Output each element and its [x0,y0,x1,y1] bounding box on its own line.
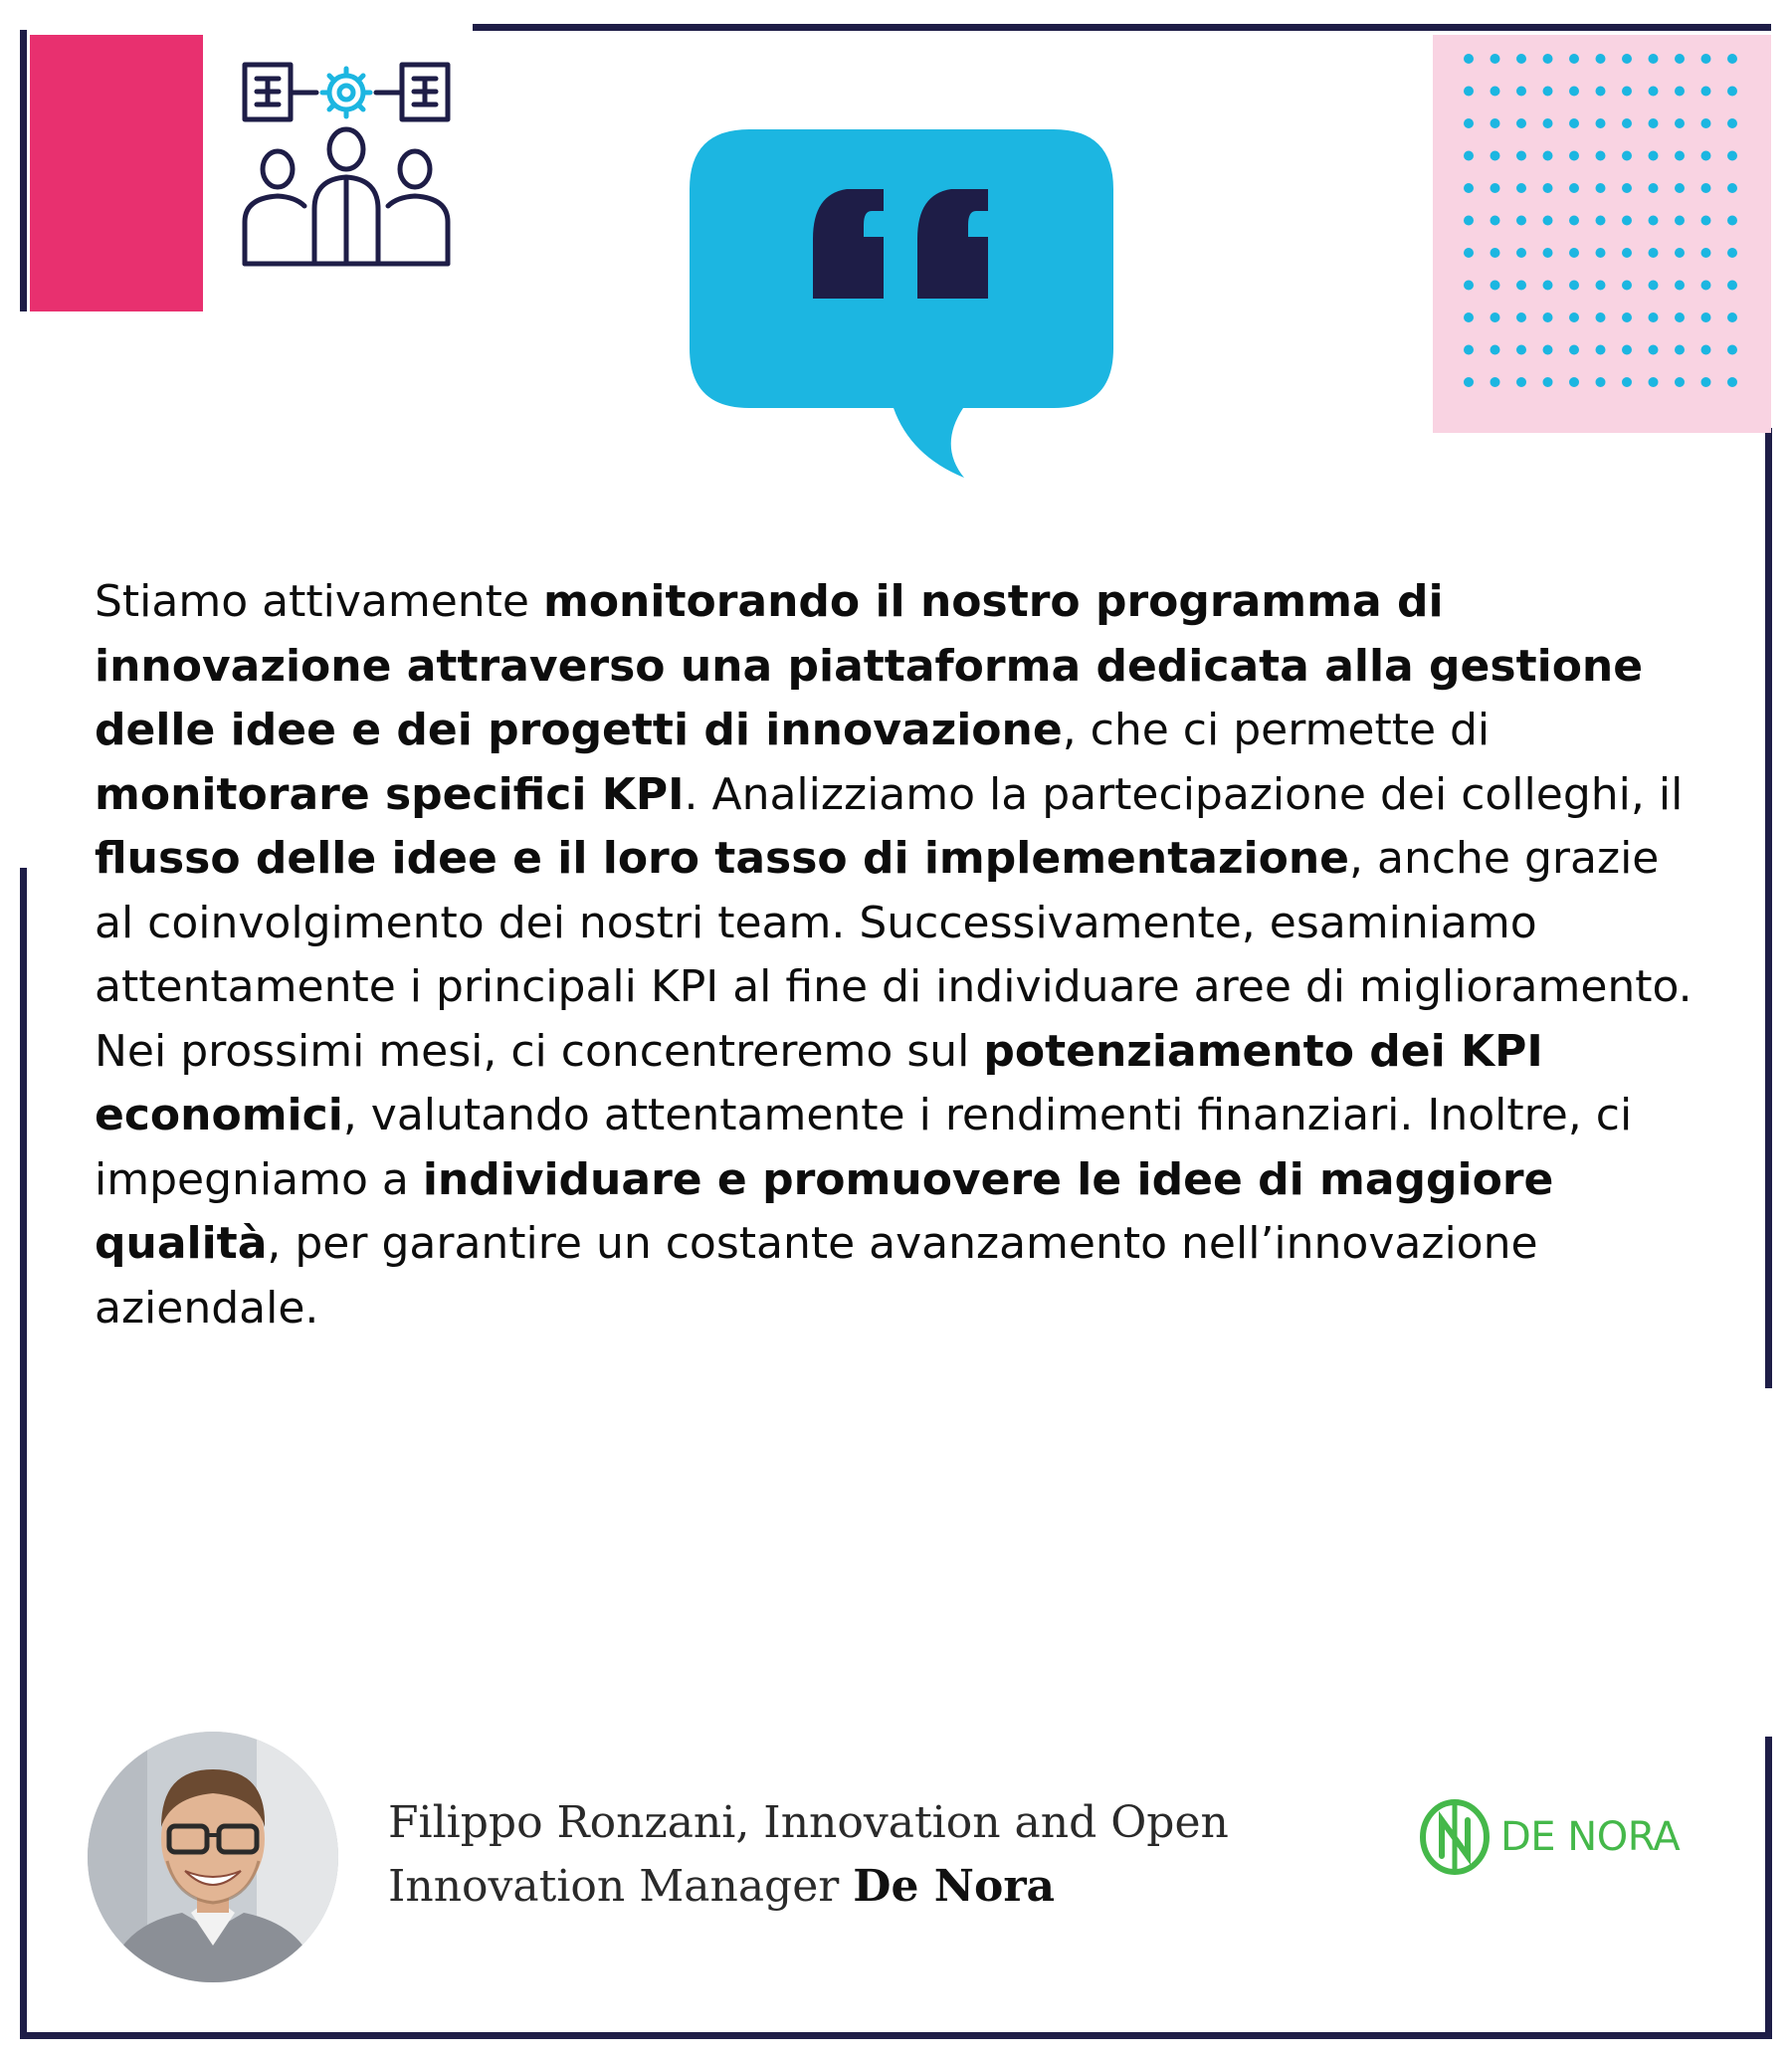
pattern-dot [1491,345,1500,355]
pattern-dot [1464,377,1474,387]
testimonial-quote [95,570,1706,1340]
quote-text-segment: , che ci permette di [1062,705,1491,755]
pattern-dot [1649,54,1659,64]
pattern-dot [1491,54,1500,64]
pattern-dot [1543,312,1553,322]
pattern-dot [1516,151,1526,161]
pattern-dot [1569,151,1579,161]
frame-right-line-lower [1765,1737,1772,2039]
pink-accent-block [30,35,203,311]
frame-right-line-upper [1765,428,1772,1388]
pattern-dot [1543,118,1553,128]
quote-text-segment: , anche grazie al coinvolgimento dei nostri team. Successivamente, esaminiamo attentamente i principali KPI al fine di individuare aree di miglioramento. Nei prossimi mesi, ci concentreremo sul [95,833,1692,1077]
pattern-dot [1596,183,1606,193]
pattern-dot [1543,87,1553,97]
pattern-dot [1596,216,1606,226]
pattern-dot [1701,87,1711,97]
pattern-dot [1491,183,1500,193]
frame-left-line-top [20,30,27,311]
pattern-dot [1491,216,1500,226]
author-company: De Nora [853,1861,1056,1912]
pattern-dot [1491,248,1500,258]
pattern-dot [1727,345,1737,355]
pattern-dot [1701,183,1711,193]
pattern-dot [1675,281,1685,291]
pattern-dot [1464,248,1474,258]
pattern-dot [1569,312,1579,322]
pattern-dot [1649,183,1659,193]
pattern-dot [1596,345,1606,355]
pattern-dot [1675,54,1685,64]
pattern-dot [1543,281,1553,291]
pattern-dot [1649,87,1659,97]
quote-highlight: individuare e promuovere le idee di maggiore qualità [95,1153,1554,1269]
pattern-dot [1516,281,1526,291]
pattern-dot [1622,312,1632,322]
pattern-dot [1622,216,1632,226]
pattern-dot [1491,281,1500,291]
pattern-dot [1727,281,1737,291]
pattern-dot [1569,248,1579,258]
pattern-dot [1491,87,1500,97]
pattern-dot [1464,183,1474,193]
author-avatar [88,1732,338,1982]
pattern-dot [1649,312,1659,322]
pattern-dot [1701,312,1711,322]
pattern-dot [1649,345,1659,355]
pattern-dot [1727,87,1737,97]
pattern-dot [1727,151,1737,161]
pattern-dot [1675,312,1685,322]
pattern-dot [1701,216,1711,226]
pattern-dot [1464,118,1474,128]
pattern-dot [1596,377,1606,387]
pattern-dot [1543,345,1553,355]
pattern-dot [1569,54,1579,64]
quote-highlight: flusso delle idee e il loro tasso di implementazione [95,833,1350,884]
logo-wordmark: DE NORA [1500,1814,1681,1860]
pattern-dot [1569,118,1579,128]
pattern-dot [1675,87,1685,97]
pattern-dot [1649,377,1659,387]
pattern-dot [1596,151,1606,161]
pattern-dot [1569,183,1579,193]
pattern-dot [1675,248,1685,258]
author-attribution [388,1791,1383,1919]
pattern-dot [1622,87,1632,97]
pattern-dot [1649,118,1659,128]
company-logo [1418,1796,1680,1878]
pattern-dot [1516,87,1526,97]
frame-bottom-line [20,2032,1772,2039]
pattern-dot [1491,151,1500,161]
quote-bubble-icon [690,129,1113,478]
pattern-dot [1543,248,1553,258]
pattern-dot [1543,216,1553,226]
de-nora-logo-mark [1418,1796,1493,1878]
quote-text-segment: , valutando attentamente i rendimenti finanziari. Inoltre, ci impegniamo a [95,1090,1633,1205]
pattern-dot [1649,216,1659,226]
pattern-dot [1649,281,1659,291]
pattern-dot [1516,216,1526,226]
pattern-dot [1622,183,1632,193]
pattern-dot [1675,183,1685,193]
pattern-dot [1543,377,1553,387]
pattern-dot [1727,54,1737,64]
pattern-dot [1569,216,1579,226]
pattern-dot [1727,118,1737,128]
pattern-dot [1516,248,1526,258]
pattern-dot [1464,87,1474,97]
pattern-dot [1491,312,1500,322]
pattern-dot [1675,345,1685,355]
pattern-dot [1464,54,1474,64]
pattern-dot [1543,183,1553,193]
pattern-dot [1596,87,1606,97]
dot-grid-graphic [1433,35,1771,433]
pattern-dot [1675,118,1685,128]
quote-highlight: monitorando il nostro programma di innovazione attraverso una piattaforma dedicata alla gestione delle idee e dei progetti di innovazione [95,576,1644,755]
pattern-dot [1516,54,1526,64]
pattern-dot [1569,281,1579,291]
pattern-dot [1569,377,1579,387]
pattern-dot [1516,312,1526,322]
pattern-dot [1701,345,1711,355]
author-portrait [88,1732,338,1982]
pattern-dot [1675,216,1685,226]
quote-highlight: monitorare specifici KPI [95,768,685,820]
quote-text-segment: , per garantire un costante avanzamento nell’innovazione aziendale. [95,1218,1538,1334]
pattern-dot [1622,281,1632,291]
pattern-dot [1622,54,1632,64]
pattern-dot [1516,118,1526,128]
pattern-dot [1727,183,1737,193]
pattern-dot [1596,312,1606,322]
pattern-dot [1727,248,1737,258]
pattern-dot [1596,54,1606,64]
pattern-dot [1701,54,1711,64]
quote-text-segment: Stiamo attivamente [95,576,543,627]
pattern-dot [1701,118,1711,128]
pattern-dot [1516,345,1526,355]
pattern-dot [1649,248,1659,258]
pattern-dot [1491,118,1500,128]
pattern-dot [1464,151,1474,161]
pattern-dot [1727,377,1737,387]
pattern-dot [1622,377,1632,387]
pattern-dot [1649,151,1659,161]
pattern-dot [1569,87,1579,97]
pattern-dot [1491,377,1500,387]
pattern-dot [1701,151,1711,161]
pattern-dot [1622,345,1632,355]
pattern-dot [1516,377,1526,387]
frame-top-line [473,24,1771,31]
pattern-dot [1622,151,1632,161]
pattern-dot [1701,248,1711,258]
quote-highlight: potenziamento dei KPI economici [95,1025,1543,1140]
pattern-dot [1464,345,1474,355]
pattern-dot [1727,216,1737,226]
author-name-role: Filippo Ronzani, Innovation and Open Innovation Manager [388,1797,1229,1912]
dot-pattern [1433,35,1771,433]
pattern-dot [1727,312,1737,322]
frame-left-line-lower [20,868,27,2039]
pattern-dot [1596,248,1606,258]
quote-text-segment: . Analizziamo la partecipazione dei colleghi, il [684,768,1684,820]
pattern-dot [1596,118,1606,128]
pattern-dot [1543,151,1553,161]
pattern-dot [1701,281,1711,291]
pattern-dot [1569,345,1579,355]
pattern-dot [1464,216,1474,226]
pattern-dot [1596,281,1606,291]
pattern-dot [1675,151,1685,161]
pattern-dot [1675,377,1685,387]
pattern-dot [1543,54,1553,64]
pattern-dot [1516,183,1526,193]
pattern-dot [1622,248,1632,258]
pattern-dot [1701,377,1711,387]
pattern-dot [1622,118,1632,128]
pattern-dot [1464,281,1474,291]
team-innovation-icon [237,55,456,274]
pattern-dot [1464,312,1474,322]
